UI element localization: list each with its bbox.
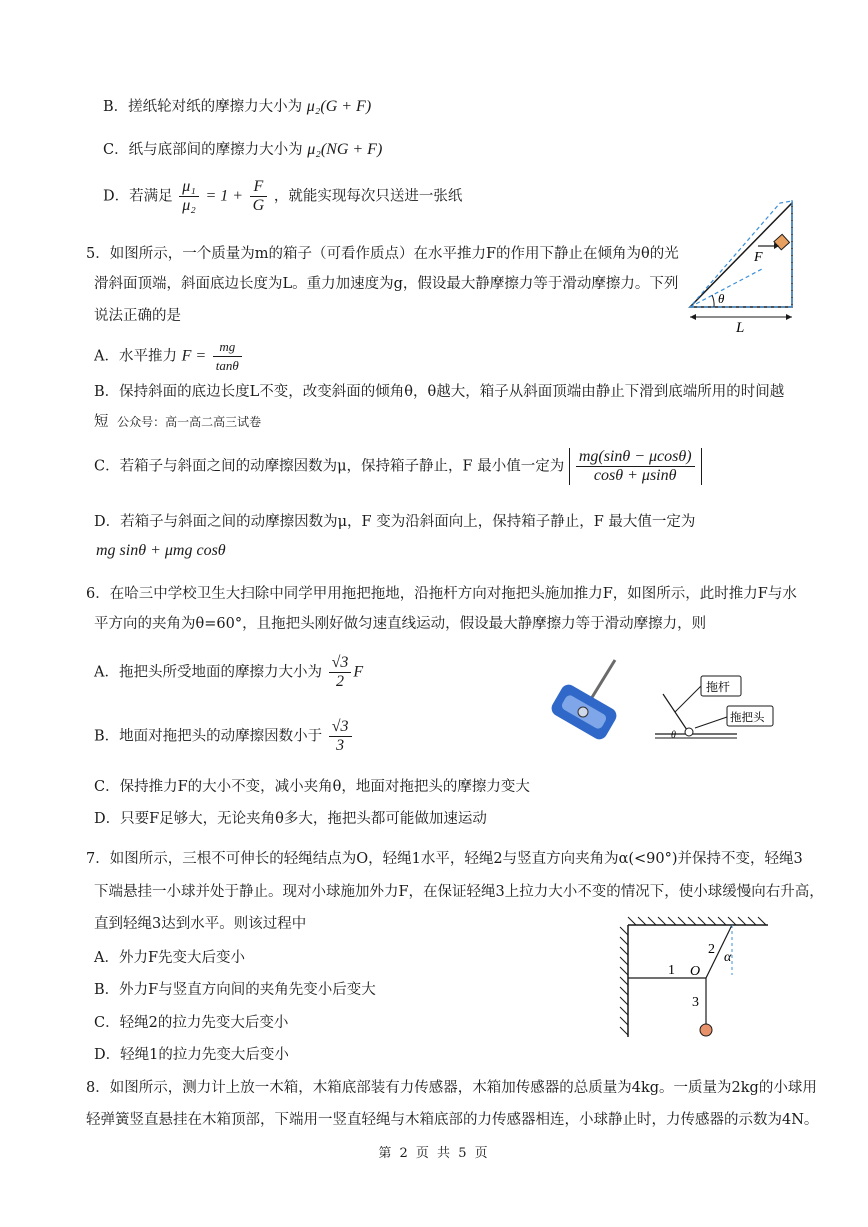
option-text: 搓纸轮对纸的摩擦力大小为 [128, 99, 303, 115]
denominator: cosθ + μsinθ [593, 467, 677, 484]
q5-option-b-line1: B．保持斜面的底边长度L不变，改变斜面的倾角θ，θ越大，箱子从斜面顶端由静止下滑到底端所用的时间越 [94, 384, 785, 400]
q4-option-d [103, 178, 462, 215]
dashed-line [690, 269, 762, 307]
question-text: 如图所示，测力计上放一木箱，木箱底部装有力传感器，木箱加传感器的总质量为4kg。一质量为2kg的小球用 [109, 1080, 817, 1096]
q6-option-a [94, 654, 363, 691]
option-text: 纸与底部间的摩擦力大小为 [128, 142, 303, 158]
denominator: 3 [336, 737, 345, 754]
question-number: 6． [86, 586, 110, 602]
q5-option-b-line2 [94, 410, 261, 431]
question-number: 5． [86, 246, 110, 262]
q6-stem-line2: 平方向的夹角为θ=60°，且拖把头刚好做匀速直线运动，假设最大静摩擦力等于滑动摩擦力，则 [94, 616, 707, 632]
option-label: B． [94, 728, 120, 745]
numerator: mg [213, 338, 242, 357]
numerator: F [250, 178, 268, 197]
alpha-label: α [724, 950, 732, 965]
denominator: μ₂ [182, 197, 196, 214]
q6-stem-line1 [86, 582, 797, 603]
option-label: C． [103, 142, 129, 158]
denominator: G [252, 197, 265, 214]
theta-label: θ [718, 291, 725, 306]
denominator: 2 [335, 673, 344, 690]
watermark: 公众号：高一高二高三试卷 [117, 415, 262, 429]
wall-hatch [620, 927, 628, 1035]
rope2-label: 2 [708, 942, 715, 957]
q7-option-b: B．外力F与竖直方向间的夹角先变小后变大 [94, 982, 376, 998]
q5-incline-figure [680, 195, 800, 335]
denominator: tanθ [215, 358, 239, 373]
q7-stem-line3: 直到轻绳3达到水平。则该过程中 [94, 916, 307, 932]
mop-joint [578, 707, 588, 717]
fraction [250, 178, 268, 215]
ceiling-hatch [628, 917, 766, 925]
length-label: L [736, 320, 745, 335]
fraction [213, 338, 242, 375]
q4-option-b [103, 95, 371, 116]
question-text: 如图所示，三根不可伸长的轻绳结点为O，轻绳1水平，轻绳2与竖直方向夹角为α(<90°)并保持不变，轻绳3 [109, 851, 803, 867]
q6-option-d: D．只要F足够大，无论夹角θ多大，拖把头都可能做加速运动 [94, 811, 487, 827]
option-label: B． [103, 99, 129, 115]
question-number: 8． [86, 1080, 110, 1096]
fraction [329, 654, 352, 691]
q5-stem-line2: 滑斜面顶端，斜面底边长度为L。重力加速度为g，假设最大静摩擦力等于滑动摩擦力。下列 [94, 276, 679, 292]
force-label: F [754, 250, 763, 265]
numerator: mg(sinθ − μcosθ) [576, 448, 695, 467]
callout-line [675, 686, 701, 712]
page-footer: 第 2 页 共 5 页 [378, 1146, 490, 1161]
option-text: 地面对拖把头的动摩擦因数小于 [119, 728, 323, 745]
arrow-right-icon [786, 314, 792, 320]
angle-arc [712, 295, 714, 307]
q6-mop-photo [545, 655, 625, 755]
option-text: 若满足 [129, 188, 173, 205]
fraction [329, 718, 352, 755]
rod-label: 拖杆 [706, 680, 731, 694]
q4-option-c [103, 138, 382, 159]
option-label: A． [94, 348, 119, 365]
q6-option-c: C．保持推力F的大小不变，减小夹角θ，地面对拖把头的摩擦力变大 [94, 779, 530, 795]
absolute-value [569, 448, 702, 485]
formula: μ₂(G + F) [306, 98, 372, 115]
numerator: √3 [329, 654, 352, 673]
q7-option-c: C．轻绳2的拉力先变大后变小 [94, 1015, 289, 1031]
q5-stem-line3: 说法正确的是 [94, 308, 181, 324]
formula: μ₂(NG + F) [307, 141, 383, 158]
fraction [179, 178, 199, 215]
question-number: 7． [86, 851, 110, 867]
formula: F [353, 663, 364, 681]
arrow-left-icon [690, 314, 696, 320]
q6-option-b [94, 718, 354, 755]
option-text: 拖把头所受地面的摩擦力大小为 [118, 664, 322, 681]
equation-part: = 1 + [205, 187, 244, 205]
rope3-label: 3 [692, 995, 699, 1010]
numerator: μ₁ [179, 178, 199, 197]
q5-option-d-line2: mg sinθ + μmg cosθ [96, 542, 226, 559]
equation-part: F = [181, 347, 207, 365]
ball [700, 1024, 712, 1036]
option-text: 水平推力 [118, 348, 177, 365]
question-text: 如图所示，一个质量为m的箱子（可看作质点）在水平推力F的作用下静止在倾角为θ的光 [109, 246, 679, 262]
q5-stem-line1 [86, 242, 679, 263]
mop-head-circle [685, 728, 693, 736]
knot-label: O [690, 964, 701, 979]
fraction [576, 448, 695, 485]
q7-option-a: A．外力F先变大后变小 [94, 950, 246, 966]
option-text: 若箱子与斜面之间的动摩擦因数为μ，保持箱子静止，F 最小值一定为 [119, 458, 565, 475]
q7-stem-line2: 下端悬挂一小球并处于静止。现对小球施加外力F，在保证轻绳3上拉力大小不变的情况下，使小球缓慢向右升高， [94, 884, 824, 900]
q8-stem-line2: 轻弹簧竖直悬挂在木箱顶部，下端用一竖直轻绳与木箱底部的力传感器相连，小球静止时，力传感器的示数为4N。 [86, 1112, 819, 1128]
theta-label: θ [671, 730, 676, 741]
option-text: 短 [94, 414, 109, 430]
q8-stem-line1 [86, 1076, 817, 1097]
q7-stem-line1 [86, 847, 803, 868]
q7-option-d: D．轻绳1的拉力先变大后变小 [94, 1047, 289, 1063]
q7-rope-figure [612, 915, 772, 1045]
q5-option-d-line1: D．若箱子与斜面之间的动摩擦因数为μ，F 变为沿斜面向上，保持箱子静止，F 最大值一定为 [94, 514, 696, 530]
head-label: 拖把头 [730, 712, 765, 724]
option-label: C． [94, 458, 120, 475]
q5-option-a [94, 338, 244, 375]
option-text: ，就能实现每次只送进一张纸 [273, 188, 463, 205]
option-label: A． [94, 664, 119, 681]
q6-mop-diagram [645, 672, 775, 747]
rope1-label: 1 [668, 963, 675, 978]
question-text: 在哈三中学校卫生大扫除中同学甲用拖把拖地，沿拖杆方向对拖把头施加推力F，如图所示，此时推力F与水 [109, 586, 797, 602]
q5-option-c [94, 448, 702, 485]
incline-triangle [690, 203, 792, 307]
option-label: D． [103, 188, 130, 205]
numerator: √3 [329, 718, 352, 737]
callout-line [695, 717, 727, 728]
